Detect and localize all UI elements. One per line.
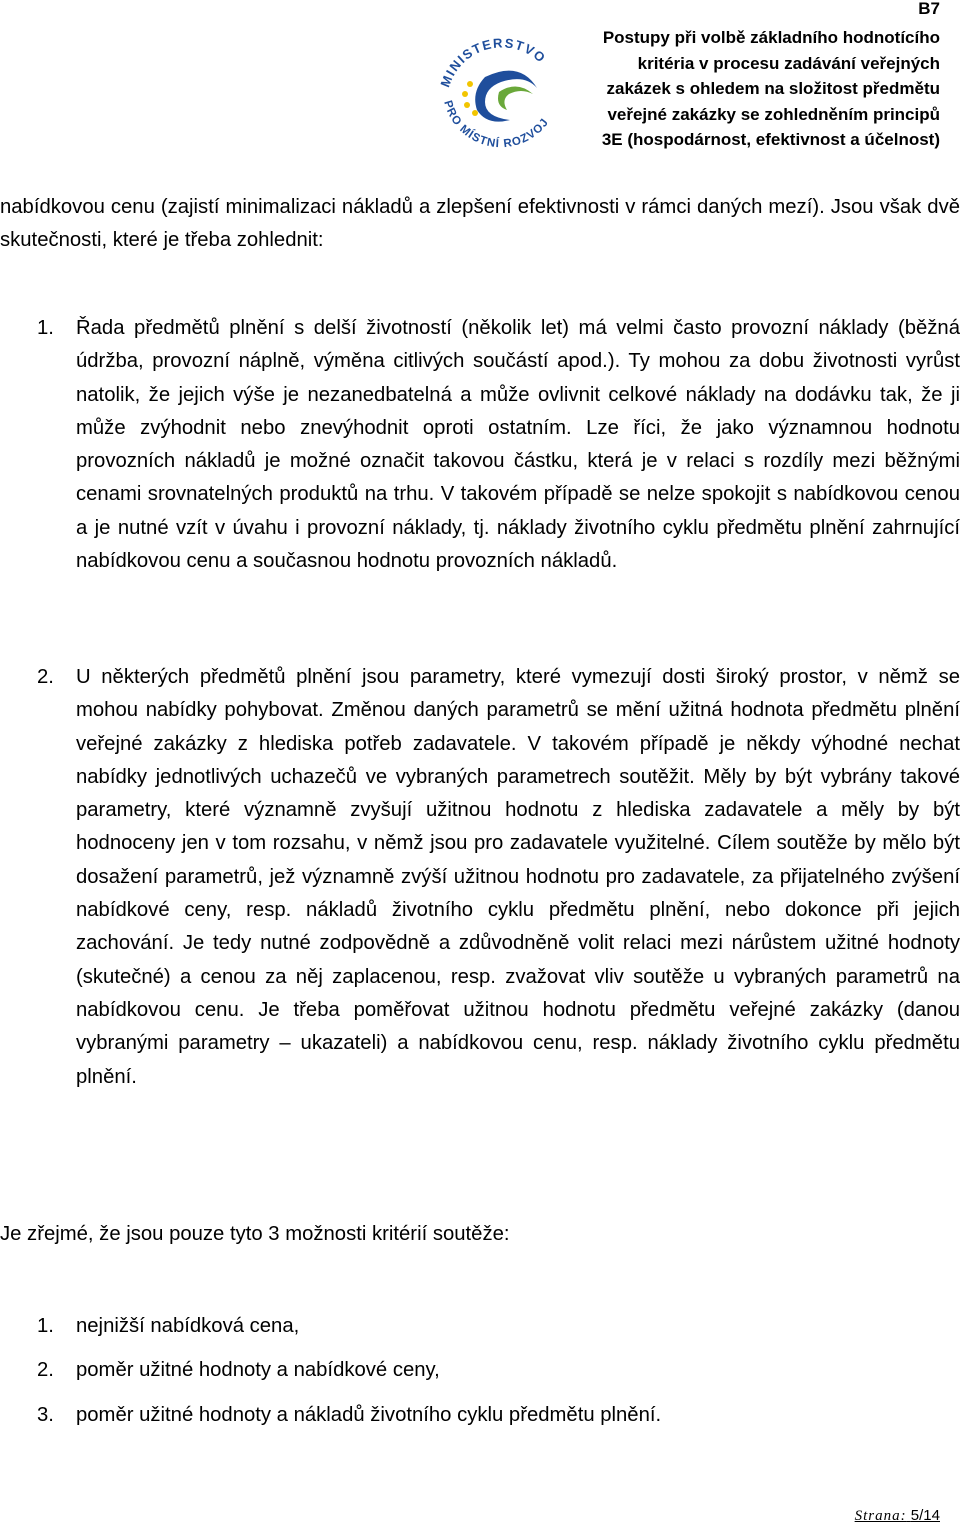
list-item: poměr užitné hodnoty a nabídkové ceny, — [76, 1359, 440, 1381]
logo-text-bottom: PRO MÍSTNÍ ROZVOJ — [441, 99, 552, 151]
svg-text:PRO MÍSTNÍ ROZVOJ — [441, 99, 551, 150]
list-item-paragraph: Řada předmětů plnění s delší životností (několik let) má velmi často provozní náklady (běžná údržba, provozní náplně, výměna citlivých součástí apod.). Ty mohou za dobu životnosti vyrůst natolik, že jejich výše je nezanedbatelná a může ovlivnit celkové náklady na dodávku tak, že ji může zvýhodnit nebo znevýhodnit oproti ostatním. Lze říci, že jako významnou hodnotu provozních nákladů je možné označit takovou částku, která je v relaci s rozdíly mezi běžnými cenami srovnatelných produktů na trhu. V takovém případě se nelze spokojit s nabídkovou cenou a je nutné vzít v úvahu i provozní náklady, tj. náklady životního cyklu předmětu plnění zahrnující nabídkovou cenu a současnou hodnotu provozních nákladů. — [76, 317, 960, 573]
intro-paragraph: nabídkovou cenu (zajistí minimalizaci nákladů a zlepšení efektivnosti v rámci daných mezí). Jsou však dvě skutečnosti, které je třeba zohlednit: — [0, 196, 960, 252]
list-number: 1. — [37, 317, 54, 339]
list-item-paragraph: U některých předmětů plnění jsou parametry, které vymezují dosti široký prostor, v němž se mohou nabídky pohybovat. Změnou daných parametrů se mění užitná hodnota předmětu plnění veřejné zakázky z hlediska potřeb zadavatele. V takovém případě je někdy výhodné nechat nabídky jednotlivých uchazečů ve vybraných parametrech soutěžit. Měly by být vybrány takové parametry, které významně zvyšují užitnou hodnotu z hlediska zadavatele a měly by být hodnoceny jen v tom rozsahu, v němž jsou pro zadavatele využitelné. Cílem soutěže by mělo být dosažení parametrů, jež významně zvýší užitnou hodnotu pro zadavatele, za přijatelného zvýšení nabídkové ceny, resp. nákladů životního cyklu předmětu plnění, nebo dokonce při jejich zachování. Je tedy nutné zodpovědně a zdůvodněně volit relaci mezi nárůstem užitné hodnoty (skutečné) a cenou za něj zaplacenou, resp. zvažovat vliv soutěže u vybraných parametrů na nabídkovou cenu. Je třeba poměřovat užitnou hodnotu předmětu veřejné zakázky (danou vybranými parametry – ukazateli) a nabídkovou cenu, resp. náklady životního cyklu předmětu plnění. — [76, 666, 960, 1088]
list-number: 1. — [37, 1315, 54, 1337]
page-label: Strana: — [854, 1508, 907, 1524]
header-title-line: 3E (hospodárnost, efektivnost a účelnost) — [601, 130, 940, 149]
document-header — [580, 0, 940, 153]
logo-text-top: MINISTERSTVO — [437, 35, 550, 90]
summary-sentence: Je zřejmé, že jsou pouze tyto 3 možnosti kritérií soutěže: — [0, 1223, 510, 1245]
list-item: poměr užitné hodnoty a nákladů životního cyklu předmětu plnění. — [76, 1404, 662, 1426]
list-number: 3. — [37, 1404, 54, 1426]
list-number: 2. — [37, 1359, 54, 1381]
document-code: B7 — [918, 0, 940, 18]
header-title-line: veřejné zakázky se zohledněním principů — [607, 104, 940, 124]
list-item: nejnižší nabídková cena, — [76, 1315, 300, 1337]
header-title-line: kritéria v procesu zadávání veřejných — [637, 53, 940, 73]
list-number: 2. — [37, 666, 54, 688]
header-title-line: zakázek s ohledem na složitost předmětu — [606, 79, 940, 98]
page-footer — [855, 1507, 940, 1525]
header-title-line: Postupy při volbě základního hodnotícího — [602, 28, 940, 47]
page-number: 5/14 — [910, 1507, 940, 1524]
ministry-logo — [425, 22, 575, 162]
